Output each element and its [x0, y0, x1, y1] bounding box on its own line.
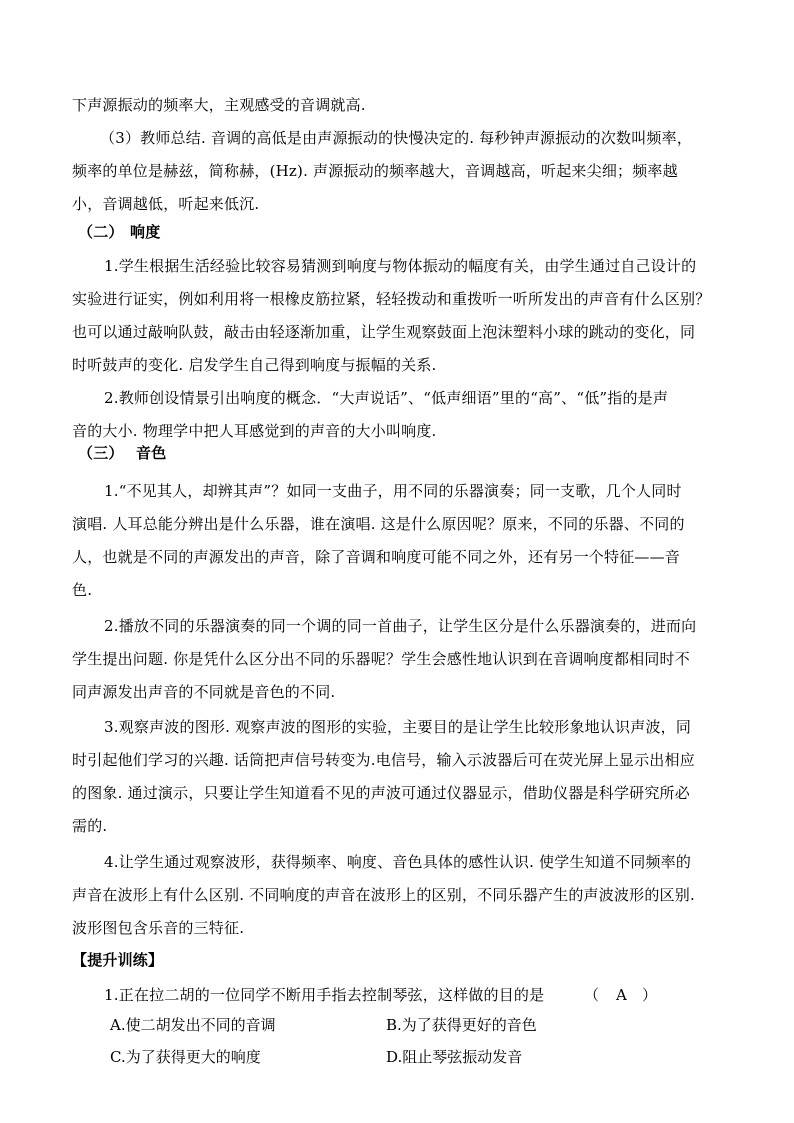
paragraph-line: 同声源发出声音的不同就是音色的不同. — [72, 683, 336, 701]
section-heading-number: （三） — [78, 444, 124, 462]
paragraph-line: 4.让学生通过观察波形，获得频率、响度、音色具体的感性认识. 使学生知道不同频率的 — [104, 853, 692, 871]
option-a: A.使二胡发出不同的音调 — [110, 1016, 276, 1034]
paragraph-line: 需的. — [72, 817, 108, 835]
paragraph-line: 演唱. 人耳总能分辨出是什么乐器，谁在演唱. 这是什么原因呢？原来，不同的乐器、不同的 — [72, 515, 685, 533]
paragraph-line: 频率的单位是赫兹，简称赫，(Hz). 声源振动的频率越大，音调越高，听起来尖细；频率越 — [72, 162, 678, 180]
option-c: C.为了获得更大的响度 — [110, 1048, 261, 1066]
paragraph-line: 时听鼓声的变化. 启发学生自己得到响度与振幅的关系. — [72, 356, 437, 374]
section-heading-number: （二） — [78, 223, 124, 241]
paragraph-line: 3.观察声波的图形. 观察声波的图形的实验，主要目的是让学生比较形象地认识声波，同 — [104, 718, 692, 736]
paragraph-line: 1.“不见其人，却辨其声”？如同一支曲子，用不同的乐器演奏；同一支歌，几个人同时 — [104, 482, 682, 500]
paragraph-line: 时引起他们学习的兴趣. 话筒把声信号转变为.电信号，输入示波器后可在荧光屏上显示出相应 — [72, 751, 695, 769]
paragraph-line: 学生提出问题. 你是凭什么区分出不同的乐器呢？学生会感性地认识到在音调响度都相同时不 — [72, 650, 690, 668]
paragraph-line: 1.学生根据生活经验比较容易猜测到响度与物体振动的幅度有关，由学生通过自己设计的 — [104, 257, 697, 275]
paragraph-line: 音的大小. 物理学中把人耳感觉到的声音的大小叫响度. — [72, 422, 437, 440]
answer-value: A — [616, 986, 628, 1004]
answer-bracket-close: ） — [642, 986, 658, 1004]
option-d: D.阻止琴弦振动发音 — [386, 1048, 523, 1066]
paragraph-line: 2.教师创设情景引出响度的概念．“大声说话”、“低声细语”里的“高”、“低”指的是声 — [104, 389, 669, 407]
paragraph-line: 实验进行证实，例如利用将一根橡皮筋拉紧，轻轻拨动和重拨听一听所发出的声音有什么区别？ — [72, 290, 711, 308]
question-text: 1.正在拉二胡的一位同学不断用手指去控制琴弦，这样做的目的是 — [104, 986, 545, 1004]
option-b: B.为了获得更好的音色 — [386, 1016, 537, 1034]
section-heading-loudness: 响度 — [130, 223, 161, 241]
paragraph-line: 的图象. 通过演示，只要让学生知道看不见的声波可通过仪器显示，借助仪器是科学研究所必 — [72, 784, 690, 802]
paragraph-line: 色. — [72, 581, 93, 599]
paragraph-line: 波形图包含乐音的三特征. — [72, 919, 245, 937]
paragraph-line: 也可以通过敲响队鼓，敲击由轻逐渐加重，让学生观察鼓面上泡沫塑料小球的跳动的变化，同 — [72, 323, 696, 341]
section-heading-timbre: 音色 — [136, 444, 167, 462]
paragraph-line: 下声源振动的频率大，主观感受的音调就高. — [72, 96, 366, 114]
paragraph-line: 声音在波形上有什么区别. 不同响度的声音在波形上的区别，不同乐器产生的声波波形的区别. — [72, 886, 695, 904]
answer-bracket-open: （ — [584, 986, 600, 1004]
paragraph-line: 2.播放不同的乐器演奏的同一个调的同一首曲子，让学生区分是什么乐器演奏的，进而向 — [104, 617, 697, 635]
paragraph-line: （3）教师总结. 音调的高低是由声源振动的快慢决定的. 每秒钟声源振动的次数叫频率， — [100, 129, 693, 147]
practice-heading: 【提升训练】 — [72, 951, 164, 969]
paragraph-line: 小，音调越低，听起来低沉. — [72, 195, 260, 213]
paragraph-line: 人，也就是不同的声源发出的声音，除了音调和响度可能不同之外，还有另一个特征——音 — [72, 548, 681, 566]
